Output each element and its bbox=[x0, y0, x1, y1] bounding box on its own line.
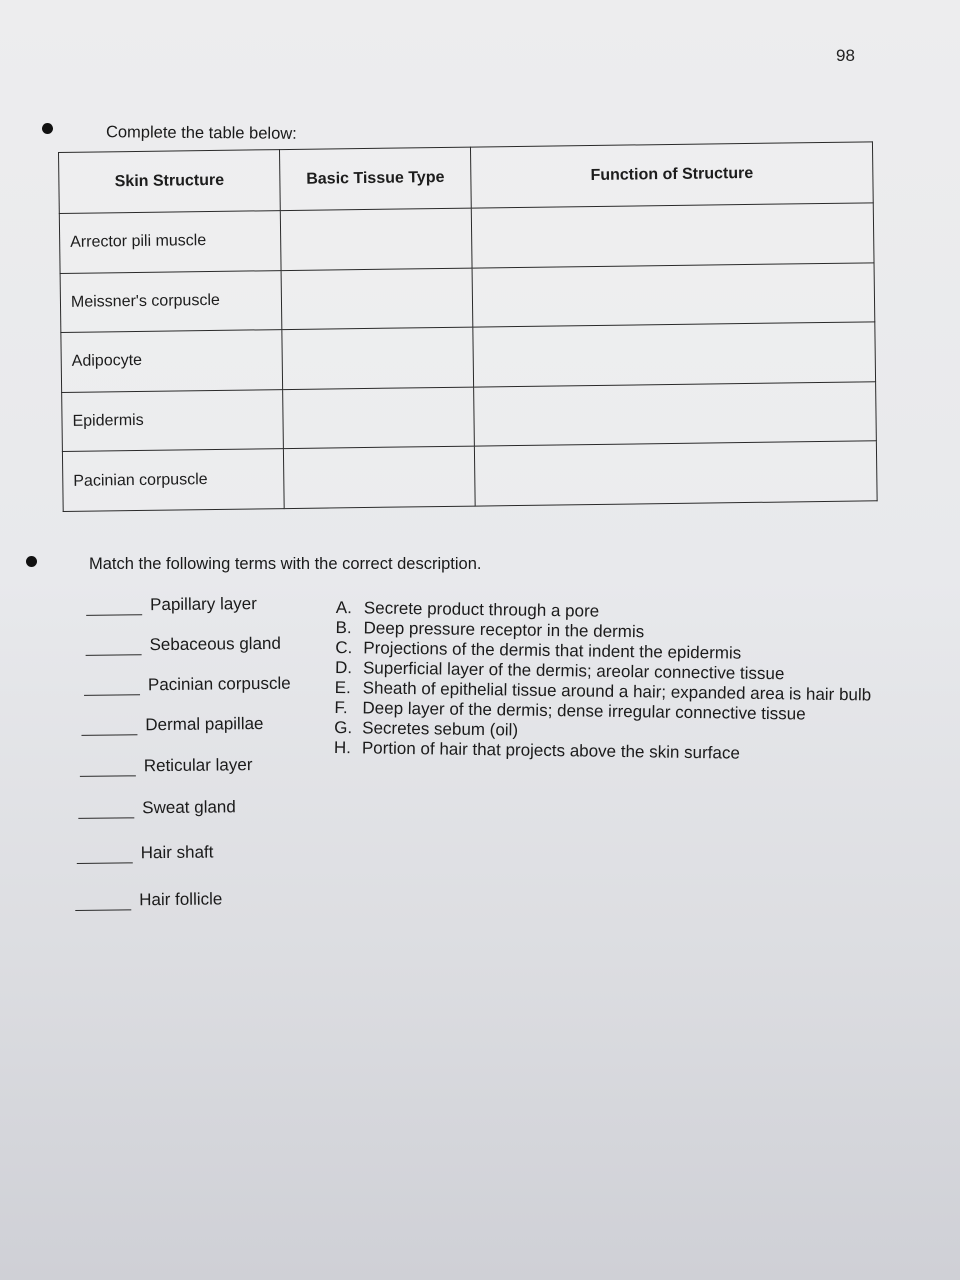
row-tissue-cell[interactable] bbox=[283, 446, 475, 508]
page-number: 98 bbox=[836, 46, 855, 65]
row-function-cell[interactable] bbox=[472, 262, 875, 327]
list-item bbox=[85, 633, 320, 655]
description-text: Deep layer of the dermis; dense irregular connective tissue bbox=[362, 698, 806, 724]
bullet-icon bbox=[26, 556, 37, 567]
row-structure-label: Adipocyte bbox=[61, 330, 283, 392]
term-label: Pacinian corpuscle bbox=[147, 673, 291, 695]
term-label: Papillary layer bbox=[149, 594, 257, 615]
matching-instruction: Match the following terms with the correct description. bbox=[89, 555, 482, 573]
term-label: Dermal papillae bbox=[145, 713, 264, 735]
row-tissue-cell[interactable] bbox=[281, 268, 473, 330]
answer-blank[interactable] bbox=[86, 600, 142, 616]
header-skin-structure: Skin Structure bbox=[59, 150, 281, 214]
matching-descriptions-list bbox=[334, 598, 876, 766]
table-row bbox=[62, 441, 877, 511]
answer-blank[interactable] bbox=[81, 720, 137, 736]
description-letter: E. bbox=[334, 677, 351, 698]
answer-blank[interactable] bbox=[80, 761, 136, 777]
table-header-row bbox=[59, 142, 874, 214]
row-function-cell[interactable] bbox=[471, 203, 874, 268]
list-item bbox=[77, 841, 323, 864]
list-item bbox=[81, 713, 321, 736]
row-tissue-cell[interactable] bbox=[283, 387, 475, 449]
description-letter: F. bbox=[334, 697, 348, 718]
description-text: Secrete product through a pore bbox=[363, 598, 600, 621]
description-letter: C. bbox=[335, 637, 353, 658]
header-basic-tissue-type: Basic Tissue Type bbox=[279, 147, 471, 210]
skin-structure-table bbox=[58, 141, 878, 512]
row-function-cell[interactable] bbox=[473, 322, 876, 387]
table-row bbox=[62, 382, 877, 452]
description-text: Portion of hair that projects above the skin surface bbox=[361, 738, 740, 763]
table-row bbox=[59, 203, 874, 273]
term-label: Sweat gland bbox=[142, 797, 236, 818]
term-label: Hair shaft bbox=[140, 842, 214, 863]
term-label: Reticular layer bbox=[143, 755, 253, 776]
header-function-of-structure: Function of Structure bbox=[470, 142, 873, 208]
matching-terms-list bbox=[70, 593, 323, 911]
table-row bbox=[60, 262, 875, 332]
answer-blank[interactable] bbox=[75, 895, 131, 911]
table-instruction: Complete the table below: bbox=[105, 123, 297, 143]
bullet-icon bbox=[42, 123, 53, 134]
row-function-cell[interactable] bbox=[474, 382, 877, 447]
list-item bbox=[84, 673, 321, 695]
description-letter: G. bbox=[334, 717, 353, 738]
table-row bbox=[61, 322, 876, 392]
list-item bbox=[80, 754, 322, 777]
description-text: Superficial layer of the dermis; areolar connective tissue bbox=[362, 658, 785, 684]
description-text: Sheath of epithelial tissue around a hair; expanded area is hair bulb bbox=[362, 678, 872, 705]
list-item bbox=[78, 796, 322, 819]
row-structure-label: Epidermis bbox=[62, 389, 284, 451]
description-text: Deep pressure receptor in the dermis bbox=[363, 618, 645, 642]
description-letter: A. bbox=[335, 598, 353, 618]
description-letter: D. bbox=[334, 657, 353, 678]
term-label: Hair follicle bbox=[139, 889, 223, 910]
answer-blank[interactable] bbox=[78, 803, 134, 819]
row-structure-label: Arrector pili muscle bbox=[59, 211, 281, 273]
term-label: Sebaceous gland bbox=[149, 633, 281, 655]
answer-blank[interactable] bbox=[85, 640, 141, 656]
row-function-cell[interactable] bbox=[474, 441, 877, 506]
description-text: Projections of the dermis that indent the epidermis bbox=[363, 638, 742, 663]
answer-blank[interactable] bbox=[84, 680, 140, 696]
answer-blank[interactable] bbox=[77, 848, 133, 864]
row-tissue-cell[interactable] bbox=[282, 327, 474, 389]
list-item bbox=[75, 888, 323, 911]
row-structure-label: Pacinian corpuscle bbox=[62, 449, 284, 512]
description-text: Secretes sebum (oil) bbox=[362, 718, 519, 740]
list-item bbox=[86, 593, 320, 615]
row-tissue-cell[interactable] bbox=[280, 208, 472, 270]
description-letter: H. bbox=[333, 737, 352, 758]
row-structure-label: Meissner's corpuscle bbox=[60, 270, 282, 332]
description-letter: B. bbox=[335, 617, 352, 638]
